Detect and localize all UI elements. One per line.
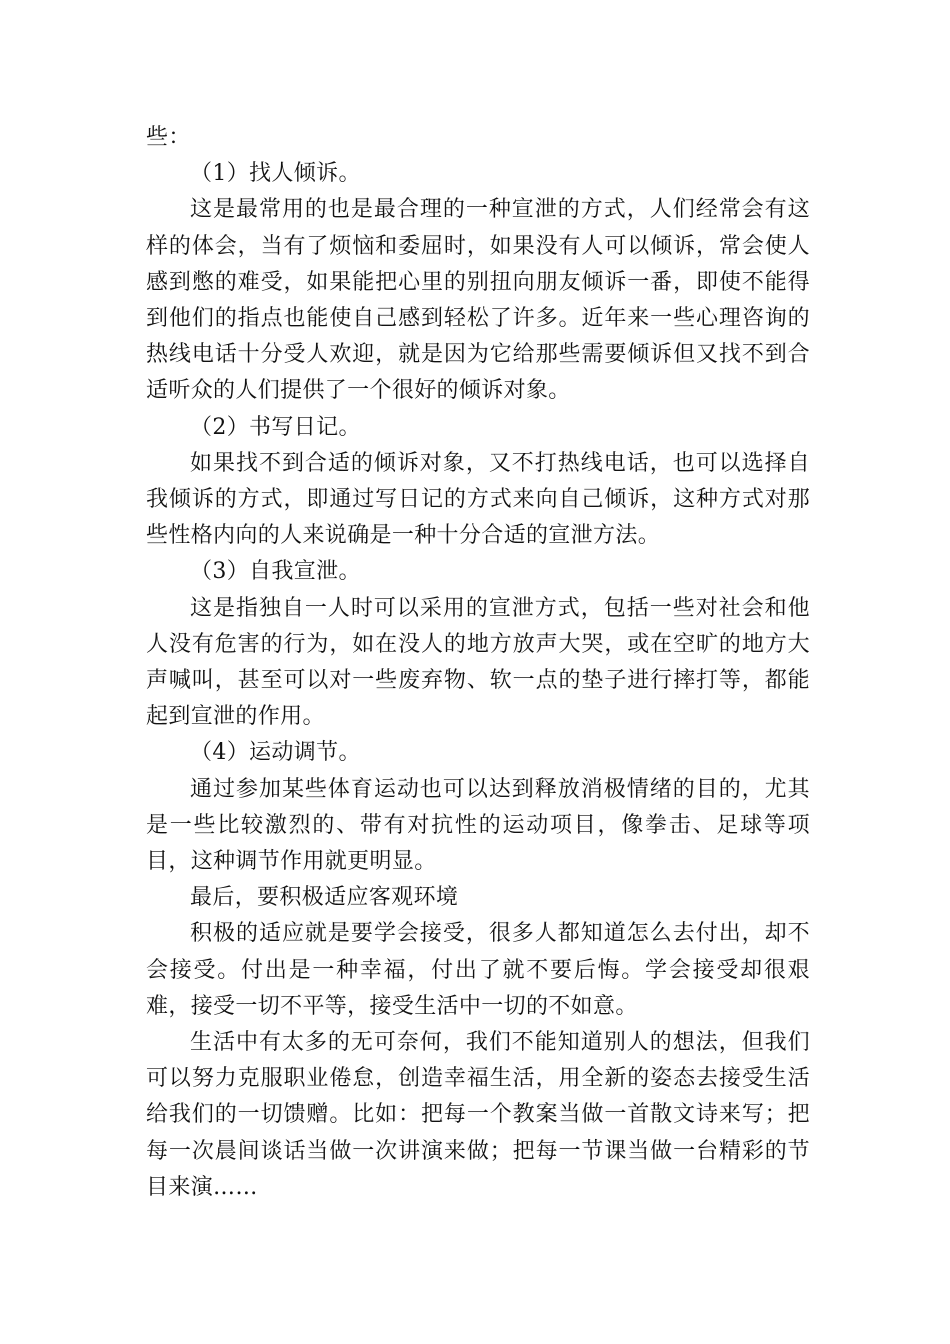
heading-write-diary: （2）书写日记。 [190, 414, 361, 440]
paragraph-accept: 积极的适应就是要学会接受，很多人都知道怎么去付出，却不会接受。付出是一种幸福，付出了就不要后悔。学会接受却很艰难，接受一切不平等，接受生活中一切的不如意。 [146, 921, 810, 1019]
paragraph-talk-to-someone: 这是最常用的也是最合理的一种宣泄的方式，人们经常会有这样的体会，当有了烦恼和委屈时，如果没有人可以倾诉，常会使人感到憋的难受，如果能把心里的别扭向朋友倾诉一番，即使不能得到他们的指点也能使自己感到轻松了许多。近年来一些心理咨询的热线电话十分受人欢迎，就是因为它给那些需要倾诉但又找不到合适听众的人们提供了一个很好的倾诉对象。 [146, 197, 810, 404]
heading-talk-to-someone: （1）找人倾诉。 [190, 161, 361, 187]
paragraph-self-release: 这是指独自一人时可以采用的宣泄方式，包括一些对社会和他人没有危害的行为，如在没人的地方放声大哭，或在空旷的地方大声喊叫，甚至可以对一些废弃物、软一点的垫子进行摔打等，都能起到宣泄的作用。 [146, 595, 810, 730]
paragraph-write-diary: 如果找不到合适的倾诉对象，又不打热线电话，也可以选择自我倾诉的方式，即通过写日记的方式来向自己倾诉，这种方式对那些性格内向的人来说确是一种十分合适的宣泄方法。 [146, 450, 810, 549]
heading-exercise: （4）运动调节。 [190, 740, 361, 766]
heading-adapt-environment: 最后，要积极适应客观环境 [190, 885, 459, 911]
paragraph-exercise: 通过参加某些体育运动也可以达到释放消极情绪的目的，尤其是一些比较激烈的、带有对抗性的运动项目，像拳击、足球等项目，这种调节作用就更明显。 [146, 776, 810, 875]
heading-self-release: （3）自我宣泄。 [190, 559, 361, 585]
document-body [146, 120, 810, 1206]
paragraph-life: 生活中有太多的无可奈何，我们不能知道别人的想法，但我们可以努力克服职业倦怠，创造幸福生活，用全新的姿态去接受生活给我们的一切馈赠。比如：把每一个教案当做一首散文诗来写；把每一次晨间谈话当做一次讲演来做；把每一节课当做一台精彩的节目来演…… [146, 1030, 810, 1200]
paragraph-continuation: 些： [146, 125, 191, 150]
